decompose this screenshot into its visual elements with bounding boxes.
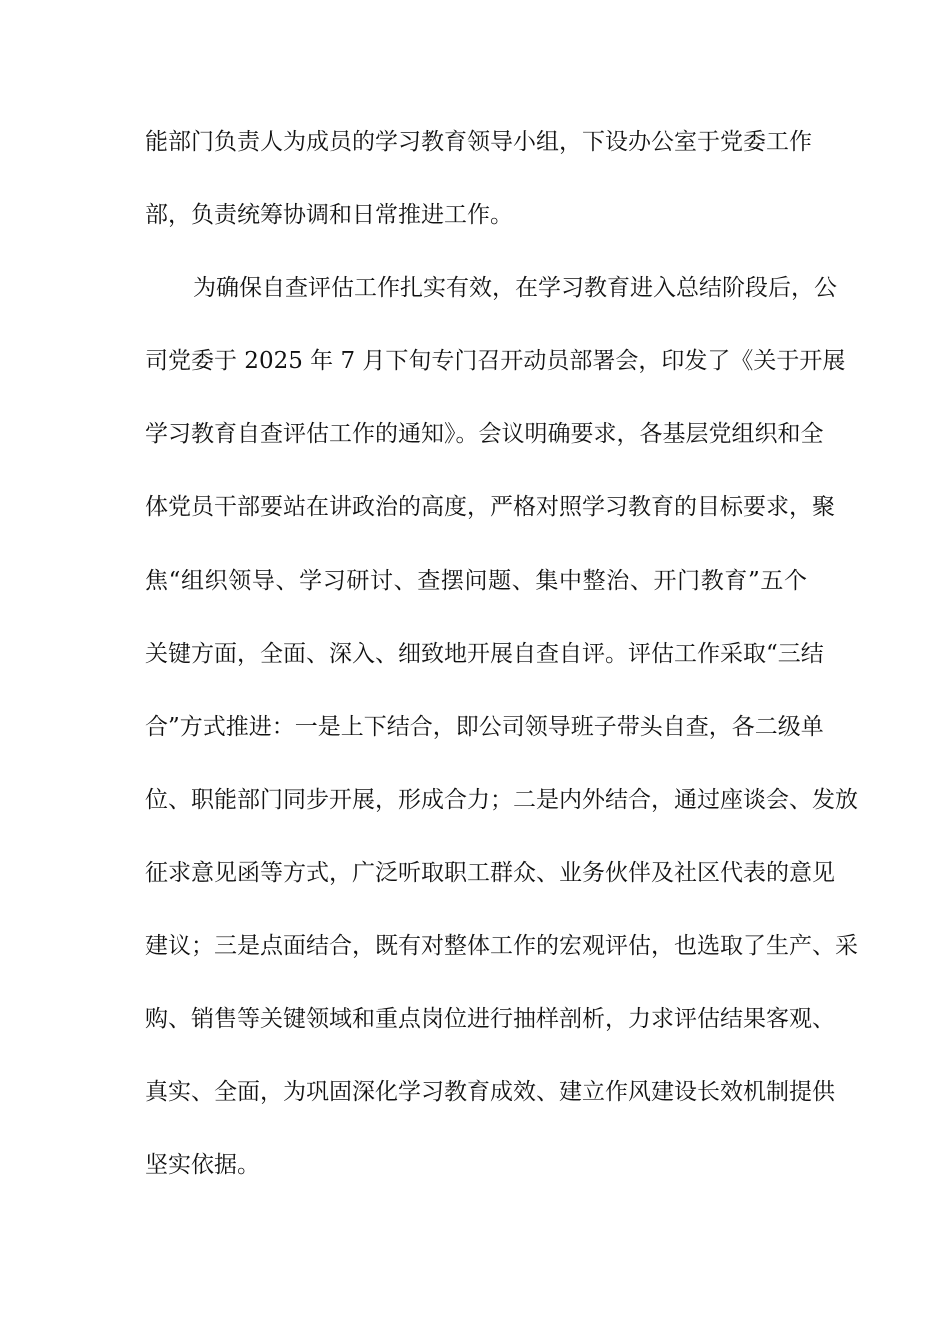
paragraph-line: 司党委于 2025 年 7 月下旬专门召开动员部署会，印发了《关于开展 [145, 348, 846, 375]
paragraph-line: 位、职能部门同步开展，形成合力；二是内外结合，通过座谈会、发放 [145, 786, 858, 813]
paragraph-line: 建议；三是点面结合，既有对整体工作的宏观评估，也选取了生产、采 [145, 933, 858, 960]
paragraph-line: 坚实依据。 [145, 1152, 260, 1179]
paragraph-line: 关键方面，全面、深入、细致地开展自查自评。评估工作采取“三结 [145, 640, 824, 667]
paragraph-line: 体党员干部要站在讲政治的高度，严格对照学习教育的目标要求，聚 [145, 494, 835, 521]
paragraph-line: 真实、全面，为巩固深化学习教育成效、建立作风建设长效机制提供 [145, 1079, 835, 1106]
paragraph-line: 部，负责统筹协调和日常推进工作。 [145, 202, 513, 229]
paragraph-line: 购、销售等关键领域和重点岗位进行抽样剖析，力求评估结果客观、 [145, 1006, 835, 1033]
paragraph-line: 焦“组织领导、学习研讨、查摆问题、集中整治、开门教育”五个 [145, 567, 807, 594]
paragraph-line: 学习教育自查评估工作的通知》。会议明确要求，各基层党组织和全 [145, 421, 824, 448]
document-page [145, 124, 858, 1220]
paragraph-line: 能部门负责人为成员的学习教育领导小组，下设办公室于党委工作 [145, 129, 812, 155]
paragraph-line: 为确保自查评估工作扎实有效，在学习教育进入总结阶段后，公 [193, 275, 837, 302]
paragraph-line: 合”方式推进：一是上下结合，即公司领导班子带头自查，各二级单 [145, 713, 824, 740]
paragraph-line: 征求意见函等方式，广泛听取职工群众、业务伙伴及社区代表的意见 [145, 859, 835, 886]
